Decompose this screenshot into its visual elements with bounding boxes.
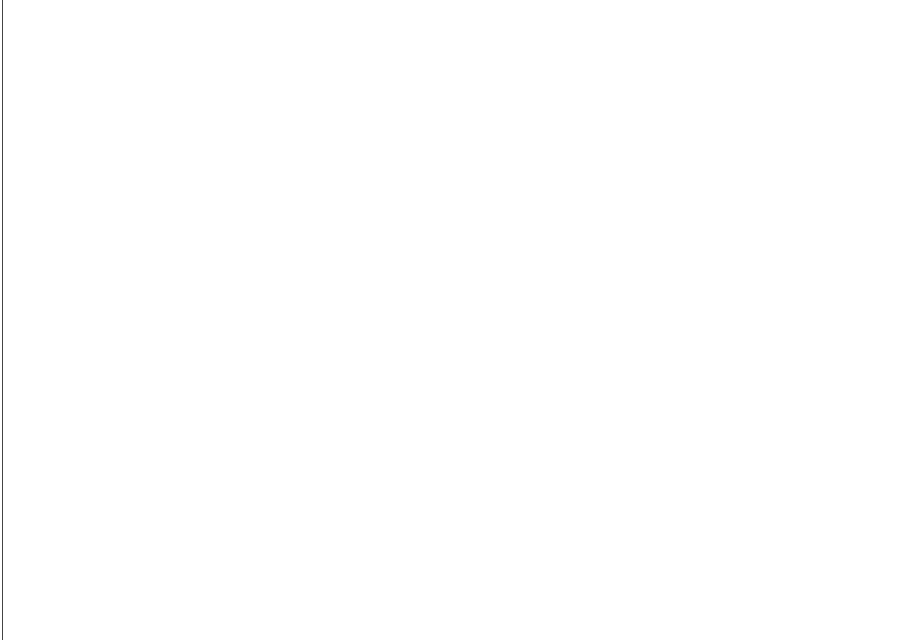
page-edge-line: [2, 0, 3, 640]
